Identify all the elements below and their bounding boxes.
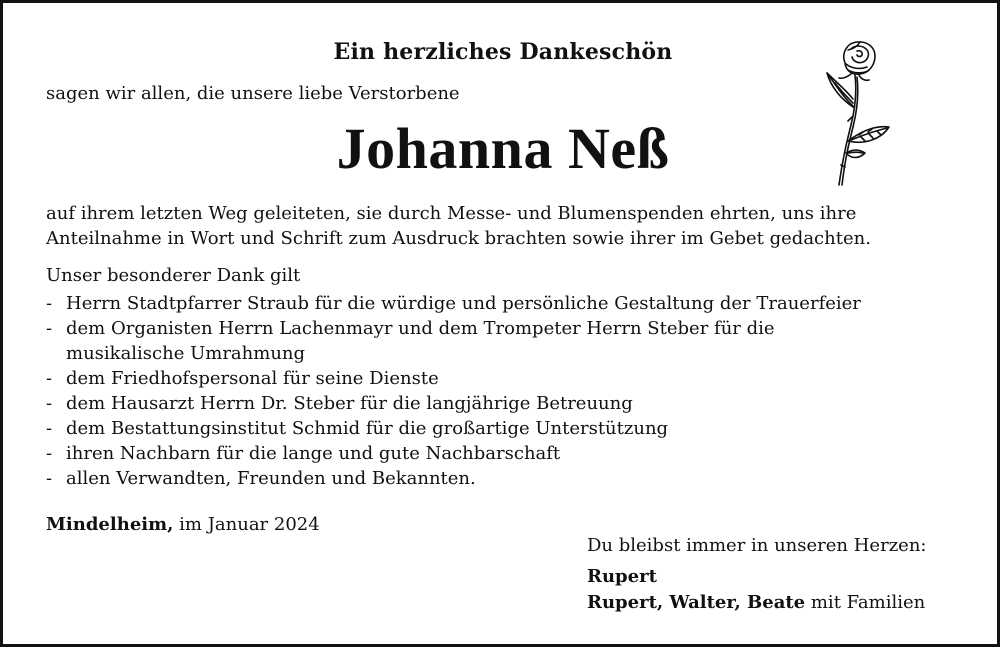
- list-item: [46, 441, 986, 466]
- signer-names: Rupert, Walter, Beate: [587, 592, 806, 613]
- deceased-name: Johanna Neß: [336, 116, 670, 181]
- list-item-text: dem Organisten Herrn Lachenmayr und dem Trompeter Herrn Steber für die: [66, 318, 775, 339]
- signer-suffix: mit Familien: [805, 592, 926, 613]
- intro-text: sagen wir allen, die unsere liebe Verstorbene: [46, 83, 460, 104]
- list-item-text: musikalische Umrahmung: [66, 343, 306, 364]
- list-dash: -: [46, 418, 53, 439]
- list-item-text: ihren Nachbarn für die lange und gute Nachbarschaft: [66, 443, 561, 464]
- list-item-text: dem Bestattungsinstitut Schmid für die großartige Unterstützung: [66, 418, 669, 439]
- list-item: [46, 466, 986, 491]
- list-dash: -: [46, 318, 53, 339]
- list-item: [46, 291, 986, 316]
- heading: Ein herzliches Dankeschön: [333, 39, 673, 65]
- list-item: [46, 366, 986, 391]
- list-item: [46, 416, 986, 441]
- list-item-text: allen Verwandten, Freunden und Bekannten.: [66, 468, 476, 489]
- closing-line: Du bleibst immer in unseren Herzen:: [587, 535, 927, 556]
- rose-icon: [815, 37, 895, 189]
- signer-secondary: [587, 592, 925, 613]
- gratitude-paragraph: [46, 201, 976, 251]
- list-item-text: dem Hausarzt Herrn Dr. Steber für die langjährige Betreuung: [66, 393, 633, 414]
- place-date: [46, 514, 320, 535]
- signer-primary: Rupert: [587, 566, 657, 587]
- list-dash: -: [46, 293, 53, 314]
- paragraph-line: auf ihrem letzten Weg geleiteten, sie durch Messe- und Blumenspenden ehrten, uns ihre: [46, 203, 857, 224]
- paragraph-line: Anteilnahme in Wort und Schrift zum Ausdruck brachten sowie ihrer im Gebet gedachten.: [46, 228, 871, 249]
- place-name: Mindelheim,: [46, 514, 174, 535]
- list-dash: -: [46, 393, 53, 414]
- list-item-text: dem Friedhofspersonal für seine Dienste: [66, 368, 439, 389]
- list-item-text: Herrn Stadtpfarrer Straub für die würdige und persönliche Gestaltung der Trauerfeier: [66, 293, 861, 314]
- list-dash: -: [46, 368, 53, 389]
- list-item: [46, 316, 986, 366]
- list-dash: -: [46, 468, 53, 489]
- list-dash: -: [46, 443, 53, 464]
- thanks-list: [46, 291, 986, 491]
- thanks-intro: Unser besonderer Dank gilt: [46, 265, 301, 286]
- date-text: im Januar 2024: [173, 514, 320, 535]
- list-item: [46, 391, 986, 416]
